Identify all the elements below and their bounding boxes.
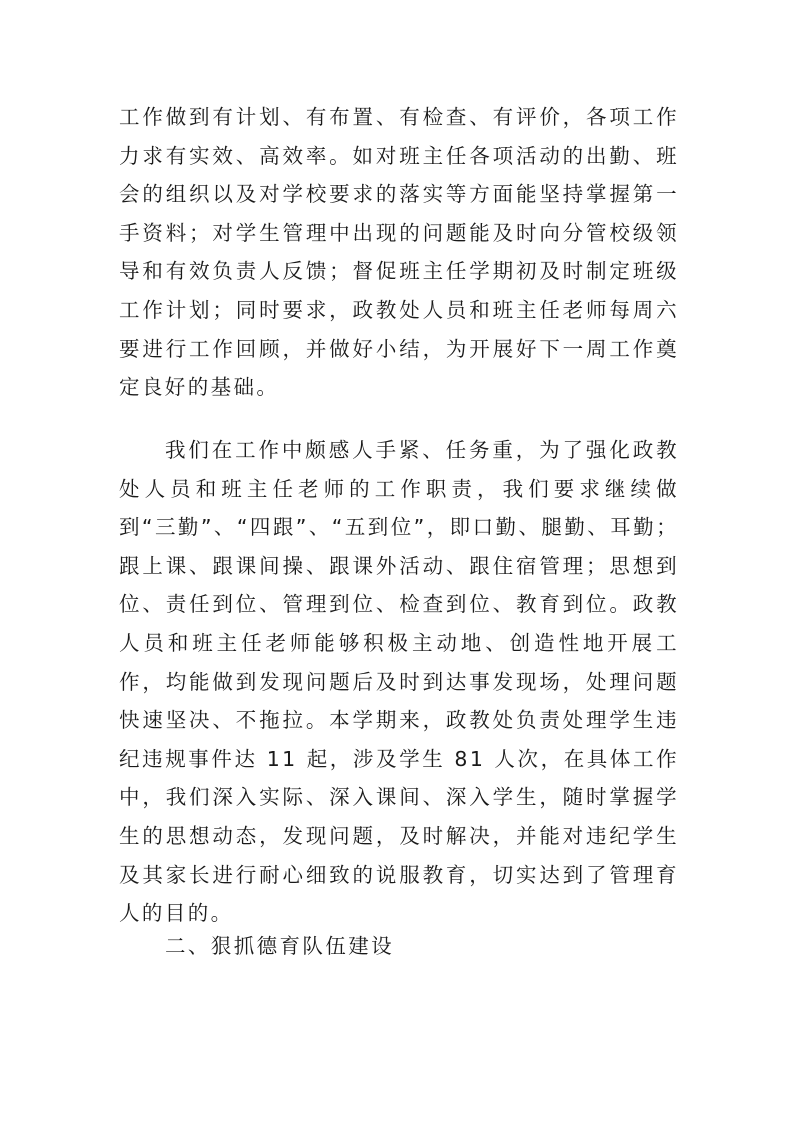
section-heading: 二、狠抓德育队伍建设 <box>165 934 394 958</box>
paragraph-work-planning: 工作做到有计划、有布置、有检查、有评价，各项工作力求有实效、高效率。如对班主任各项活动的出勤、班会的组织以及对学校要求的落实等方面能坚持掌握第一手资料；对学生管理中出现的问题能及时向分管校级领导和有效负责人反馈；督促班主任学期初及时制定班级工作计划；同时要求，政教处人员和班主任老师每周六要进行工作回顾，并做好小结，为开展好下一周工作奠定良好的基础。 <box>119 105 679 400</box>
paragraph-staff-responsibilities: 我们在工作中颇感人手紧、任务重，为了强化政教处人员和班主任老师的工作职责，我们要求继续做到“三勤”、“四跟”、“五到位”，即口勤、腿勤、耳勤；跟上课、跟课间操、跟课外活动、跟住宿管理；思想到位、责任到位、管理到位、检查到位、教育到位。政教人员和班主任老师能够积极主动地、创造性地开展工作，均能做到发现问题后及时到达事发现场，处理问题快速坚决、不拖拉。本学期来，政教处负责处理学生违纪违规事件达 11 起，涉及学生 81 人次，在具体工作中，我们深入实际、深入课间、深入学生，随时掌握学生的思想动态，发现问题，及时解决，并能对违纪学生及其家长进行耐心细致的说服教育，切实达到了管理育人的目的。 <box>119 438 679 926</box>
